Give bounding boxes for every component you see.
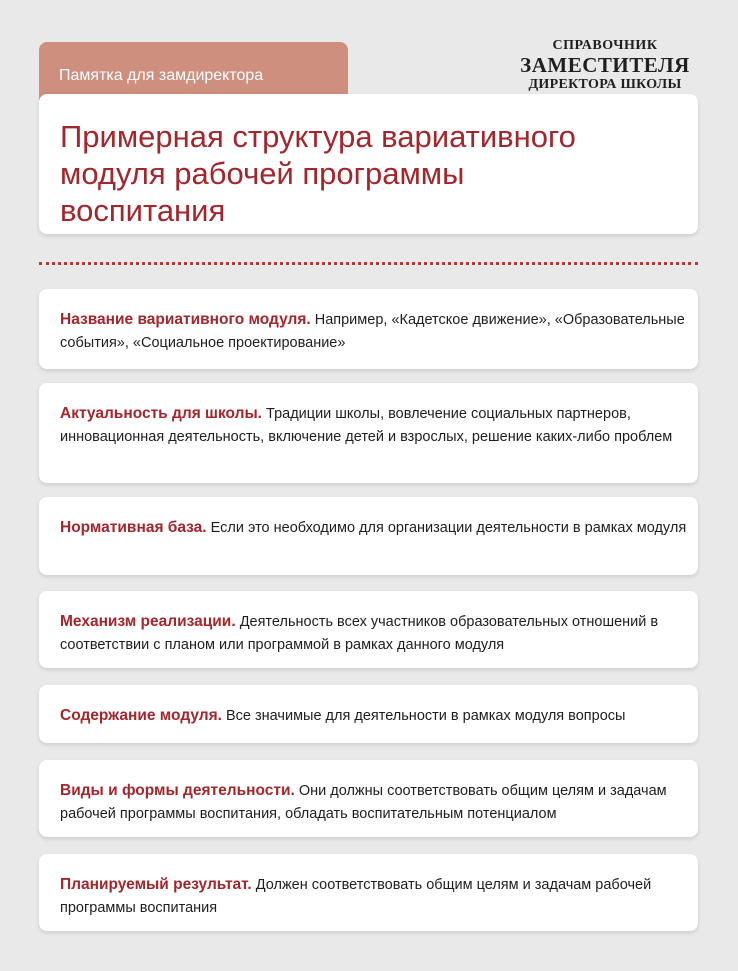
list-item-body: Если это необходимо для организации деятельности в рамках модуля <box>210 520 687 536</box>
list-item-body: Деятельность всех участников образовательных отношений в соответствии с планом или программой в рамках данного модуля <box>60 614 659 653</box>
logo-line-2: ЗАМЕСТИТЕЛЯ <box>520 53 690 77</box>
page-title: Примерная структура вариативного модуля рабочей программы воспитания <box>60 119 576 228</box>
list-item-heading: Нормативная база. <box>60 519 207 536</box>
list-item-text <box>60 402 690 449</box>
list-item-body: Должен соответствовать общим целям и задачам рабочей программы воспитания <box>60 877 652 916</box>
list-item-text <box>60 779 690 826</box>
list-item-activity-forms <box>39 760 698 837</box>
list-item-regulatory-base <box>39 497 698 575</box>
list-item-content <box>39 685 698 743</box>
list-item-heading: Виды и формы деятельности. <box>60 782 295 799</box>
list-item-body: Например, «Кадетское движение», «Образовательные события», «Социальное проектирование» <box>60 312 685 351</box>
list-item-body: Все значимые для деятельности в рамках модуля вопросы <box>226 708 626 724</box>
list-item-text <box>60 704 690 728</box>
list-item-heading: Актуальность для школы. <box>60 405 262 422</box>
publication-logo <box>500 38 710 92</box>
list-item-heading: Содержание модуля. <box>60 707 222 724</box>
header-tab <box>39 42 348 102</box>
logo-line-3: ДИРЕКТОРА ШКОЛЫ <box>528 77 682 92</box>
list-item-body: Они должны соответствовать общим целям и задачам рабочей программы воспитания, обладать воспитательным потенциалом <box>60 783 667 822</box>
list-item-text <box>60 516 690 540</box>
list-item-relevance <box>39 383 698 483</box>
list-item-text <box>60 308 690 355</box>
list-item-heading: Механизм реализации. <box>60 613 236 630</box>
list-item-planned-result <box>39 854 698 931</box>
list-item-body: Традиции школы, вовлечение социальных партнеров, инновационная деятельность, включение детей и взрослых, решение каких-либо проблем <box>60 406 673 445</box>
title-card <box>39 94 698 234</box>
list-item-text <box>60 610 690 657</box>
list-item-mechanism <box>39 591 698 668</box>
dotted-divider <box>39 262 698 265</box>
logo-line-1: СПРАВОЧНИК <box>552 38 658 53</box>
list-item-heading: Название вариативного модуля. <box>60 311 311 328</box>
tab-label: Памятка для замдиректора <box>59 67 264 84</box>
list-item-heading: Планируемый результат. <box>60 876 252 893</box>
list-item-module-name <box>39 289 698 369</box>
list-item-text <box>60 873 690 920</box>
